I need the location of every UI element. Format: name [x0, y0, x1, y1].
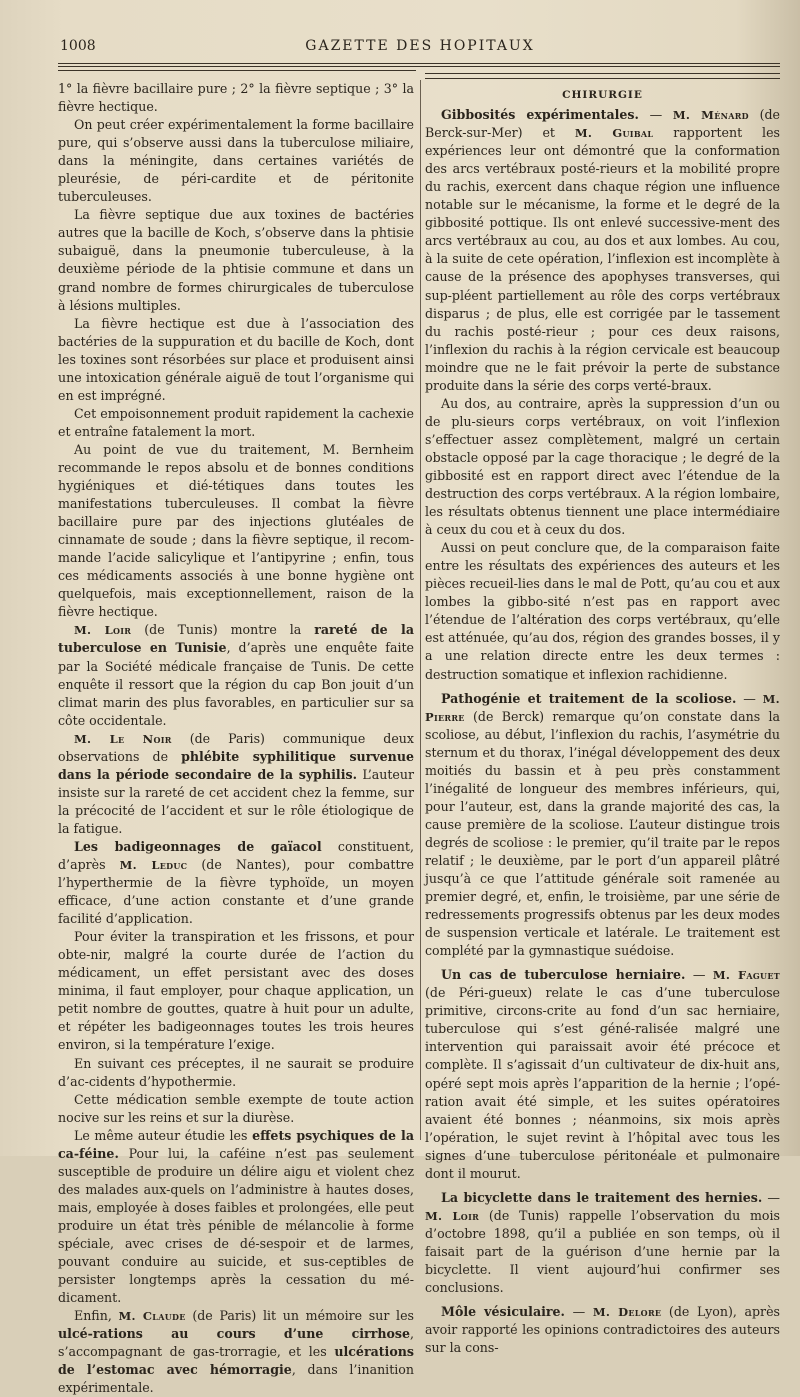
author-name: M. Claude	[118, 1309, 186, 1324]
paragraph-loir-tunisie	[58, 621, 414, 729]
text-run: —	[638, 107, 673, 123]
author-name: M. Leduc	[119, 858, 188, 873]
text-run: Le même auteur étudie les	[74, 1127, 253, 1143]
text-run: constituent, d’après	[58, 838, 414, 873]
paragraph: En suivant ces préceptes, il ne saurait se produire d’ac-cidents d’hypothermie.	[58, 1055, 414, 1089]
text-run: , s’accompagnant de gas-trorragie, et les	[58, 1326, 414, 1360]
text-run: , dans l’inanition expérimentale.	[58, 1362, 414, 1396]
paragraph-bicyclette	[425, 1189, 780, 1297]
paragraph: Aussi on peut conclure que, de la comparaison faite entre les résultats des expériences des auteurs et les pièces recueil-lies dans le mal de Pott, qu’au cou et aux lombes la gibbo-sité n’est pas en rapport avec l’étendue de l’altération des corps vertébraux, qu’elle est atténuée, qu’au dos, région des grandes bosses, il y a une relation directe entre les deux termes : destruction somatique et inflexion rachidienne.	[425, 540, 780, 682]
left-column-rule	[58, 70, 416, 71]
author-name: M. Faguet	[712, 968, 780, 983]
text-run: rapportent les expériences leur ont démontré que la conformation des arcs vertébraux posté-rieurs et la mobilité propre du rachis, exercent dans chaque région une influence notable sur le mécanisme, la forme et le degré de la gibbosité pottique. Ils ont enlevé successive-ment des arcs vertébraux au cou, au dos et aux lombes. Au cou, à la suite de cete opération, l’inflexion est incomplète à cause de la présence des apophyses transverses, qui sup-pléent partiellement au rôle des corps vertébraux disparus ; de plus, elle est corrigée par le tassement du rachis posté-rieur ; pour ces deux raisons, l’inflexion du rachis à la région cervicale est beaucoup moindre que ne le fait prévoir la perte de substance produite dans la série des corps verté-braux.	[425, 125, 781, 393]
paragraph-claude-ulcerations	[58, 1307, 414, 1397]
paragraph-tuberculose-herniaire	[425, 966, 780, 1183]
section-heading: CHIRURGIE	[562, 89, 643, 101]
topic-title: phlébite syphilitique survenue dans la période secondaire de la syphilis.	[58, 748, 414, 782]
journal-title: GAZETTE DES HOPITAUX	[305, 38, 535, 54]
text-run: (de Lyon), après avoir rapporté les opinions contradictoires des auteurs sur la cons-	[425, 1304, 780, 1356]
author-name: M. Guibal	[574, 126, 654, 141]
paragraph-cafeine	[58, 1127, 414, 1307]
right-column	[425, 80, 780, 1357]
paragraph-scoliose	[425, 690, 780, 961]
text-run: L’auteur insiste sur la rareté de cet accident chez la femme, sur la précocité de l’accident et sur le rôle étiologique de la fatigue.	[58, 766, 414, 836]
author-name: M. Delore	[592, 1305, 662, 1320]
paragraph: Cette médication semble exempte de toute action nocive sur les reins et sur la diurèse.	[58, 1091, 414, 1125]
text-run: (de Paris) communique deux observations de	[58, 730, 415, 764]
text-run: (de Nantes), pour combattre l’hyperthermie de la fièvre typhoïde, un moyen efficace, d’une action constante et d’une grande facilité d’application.	[58, 857, 414, 927]
text-run: —	[685, 967, 713, 983]
text-run: (de Paris) lit un mémoire sur les	[185, 1308, 415, 1324]
paragraph-le-noir-phlebite	[58, 730, 414, 838]
topic-title: Les badigeonnages de gaïacol	[74, 838, 322, 854]
topic-title: Môle vésiculaire.	[441, 1304, 565, 1320]
text-run: (de Berck) remarque qu’on constate dans la scoliose, au début, l’inflexion du rachis, l’asymétrie du sternum et du thorax, l’inégal développement des deux moitiés du bassin et à peu près constamment l’inégalité de longueur des membres inférieurs, qui, pour l’auteur, est, dans la grande majorité des cas, la cause première de la scoliose. L’auteur distingue trois degrés de scoliose : le premier, qu’il traite par le repos relatif ; le deuxième, par le port d’un appareil plâtré jusqu’à ce que l’attitude générale soit ramenée au premier degré, et, enfin, le troisième, par une série de redressements progressifs obtenus par les deux modes de suspension verticale et latérale. Le traitement est complété par la gymnastique suédoise.	[425, 708, 780, 959]
topic-title: La bicyclette dans le traitement des hernies.	[441, 1189, 763, 1205]
topic-title: Gibbosités expérimentales.	[441, 107, 639, 123]
paragraph: On peut créer expérimentalement la forme bacillaire pure, qui s’observe aussi dans la tuberculose miliaire, dans la méningite, dans certaines variétés de pleurésie, de péri-cardite et de péritonite tuberculeuses.	[58, 117, 414, 205]
text-run: (de Tunis) rappelle l’observation du mois d’octobre 1898, qu’il a publiée en son temps, où il faisait part de la guérison d’une hernie par la bicyclette. Il vient aujourd’hui confirmer ses conclusions.	[425, 1207, 780, 1296]
text-run: Pour lui, la caféine n’est pas seulement susceptible de produire un délire aigu et violent chez des malades aux-quels on l’administre à hautes doses, mais, employée à doses faibles et prolongées, elle peut produire un état très pénible de mélancolie à forme spéciale, avec crises de dé-sespoir et de larmes, pouvant conduire au suicide, et sus-ceptibles de persister longtemps après la cessation du mé-dicament.	[58, 1145, 414, 1306]
right-column-rule	[425, 73, 780, 74]
text-run: (de Péri-gueux) relate le cas d’une tuberculose primitive, circons-crite au fond d’un sac herniaire, tuberculose qui s’est géné-ralisée malgré une intervention qui paraissait avoir été précoce et complète. Il s’agissait d’un cultivateur de dix-huit ans, opéré sept mois après l’apparition de la hernie ; l’opé-ration avait été simple, et les suites opératoires avaient été bonnes ; néanmoins, six mois après l’opération, le sujet revint à l’hôpital avec tous les signes d’une tuberculose péritonéale et pulmonaire dont il mourut.	[425, 985, 780, 1181]
author-name: M. Ménard	[672, 108, 749, 123]
page-header	[60, 38, 780, 62]
header-rule	[58, 63, 780, 67]
text-run: —	[762, 1189, 780, 1205]
paragraph-mole-vesiculaire	[425, 1303, 780, 1357]
paragraph: La fièvre hectique est due à l’association des bactéries de la suppuration et du bacille de Koch, dont les toxines sont résorbées sur place et produisent ainsi une intoxication générale aiguë de tout l’organisme qui en est imprégné.	[58, 315, 414, 403]
topic-title: Pathogénie et traitement de la scoliose.	[441, 690, 737, 706]
author-name: M. Pierre	[425, 691, 780, 724]
paragraph: Au point de vue du traitement, M. Bernheim recommande le repos absolu et de bonnes conditions hygiéniques et dié-tétiques dans toutes les manifestations tuberculeuses. Il combat la fièvre bacillaire pure par des injections glutéales de cinnamate de soude ; dans la fièvre septique, il recom-mande l’acide salicylique et l’antipyrine ; enfin, tous ces médicaments associés à une bonne hygiène ont quelquefois, mais exceptionnellement, raison de la fièvre hectique.	[58, 441, 414, 620]
paragraph: La fièvre septique due aux toxines de bactéries autres que la bacille de Koch, s’observe dans la phtisie subaiguë, dans la pneumonie tuberculeuse, à la deuxième période de la phtisie commune et dans un grand nombre de formes chirurgicales de tuberculose à lésions multiples.	[58, 207, 414, 313]
text-run: , d’après une enquête faite par la Société médicale française de Tunis. De cette enquête il ressort que la région du cap Bon jouit d’un climat marin des plus favorables, en particulier sur sa côte occidentale.	[58, 640, 414, 728]
paragraph: 1° la fièvre bacillaire pure ; 2° la fièvre septique ; 3° la fièvre hectique.	[58, 81, 414, 115]
page-number: 1008	[60, 38, 96, 54]
text-run: —	[736, 690, 763, 706]
paragraph: Cet empoisonnement produit rapidement la cachexie et entraîne fatalement la mort.	[58, 405, 414, 439]
paragraph: Pour éviter la transpiration et les frissons, et pour obte-nir, malgré la courte durée de l’action du médicament, un effet persistant avec des doses minima, il faut employer, pour chaque application, un petit nombre de gouttes, quatre à huit pour un adulte, et répéter les badigeonnages toutes les trois heures environ, si la température l’exige.	[58, 929, 414, 1053]
text-run: (de Berck-sur-Mer) et	[425, 107, 781, 141]
text-run: —	[564, 1304, 593, 1320]
text-run: (de Tunis) montre la	[131, 622, 315, 638]
topic-title: ulcérations de l’estomac avec hémorragie	[58, 1344, 414, 1378]
text-run: Enfin,	[74, 1308, 119, 1324]
paragraph: Au dos, au contraire, après la suppression d’un ou de plu-sieurs corps vertébraux, on voit l’inflexion s’effectuer assez complètement, malgré un certain obstacle opposé par la cage thoracique ; le degré de la gibbosité est en rapport direct avec l’étendue de la destruction des corps vertébraux. A la région lombaire, les résultats obtenus tiennent une place intermédiaire à ceux du cou et à ceux du dos.	[425, 395, 780, 538]
right-column-rule-thin	[425, 78, 780, 79]
author-name: M. Le Noir	[74, 731, 172, 746]
topic-title: ulcé-rations au cours d’une cirrhose	[58, 1326, 410, 1342]
column-divider	[420, 80, 421, 1140]
left-column	[58, 80, 414, 1397]
paragraph-leduc-gaiacol	[58, 838, 414, 928]
topic-title: Un cas de tuberculose herniaire.	[441, 967, 686, 983]
topic-title: rareté de la tuberculose en Tunisie	[58, 622, 414, 656]
author-name: M. Loir	[425, 1208, 480, 1223]
topic-title: effets psychiques de la ca-féine.	[58, 1127, 414, 1161]
paragraph-gibbosites	[425, 106, 780, 395]
author-name: M. Loir	[74, 623, 132, 638]
